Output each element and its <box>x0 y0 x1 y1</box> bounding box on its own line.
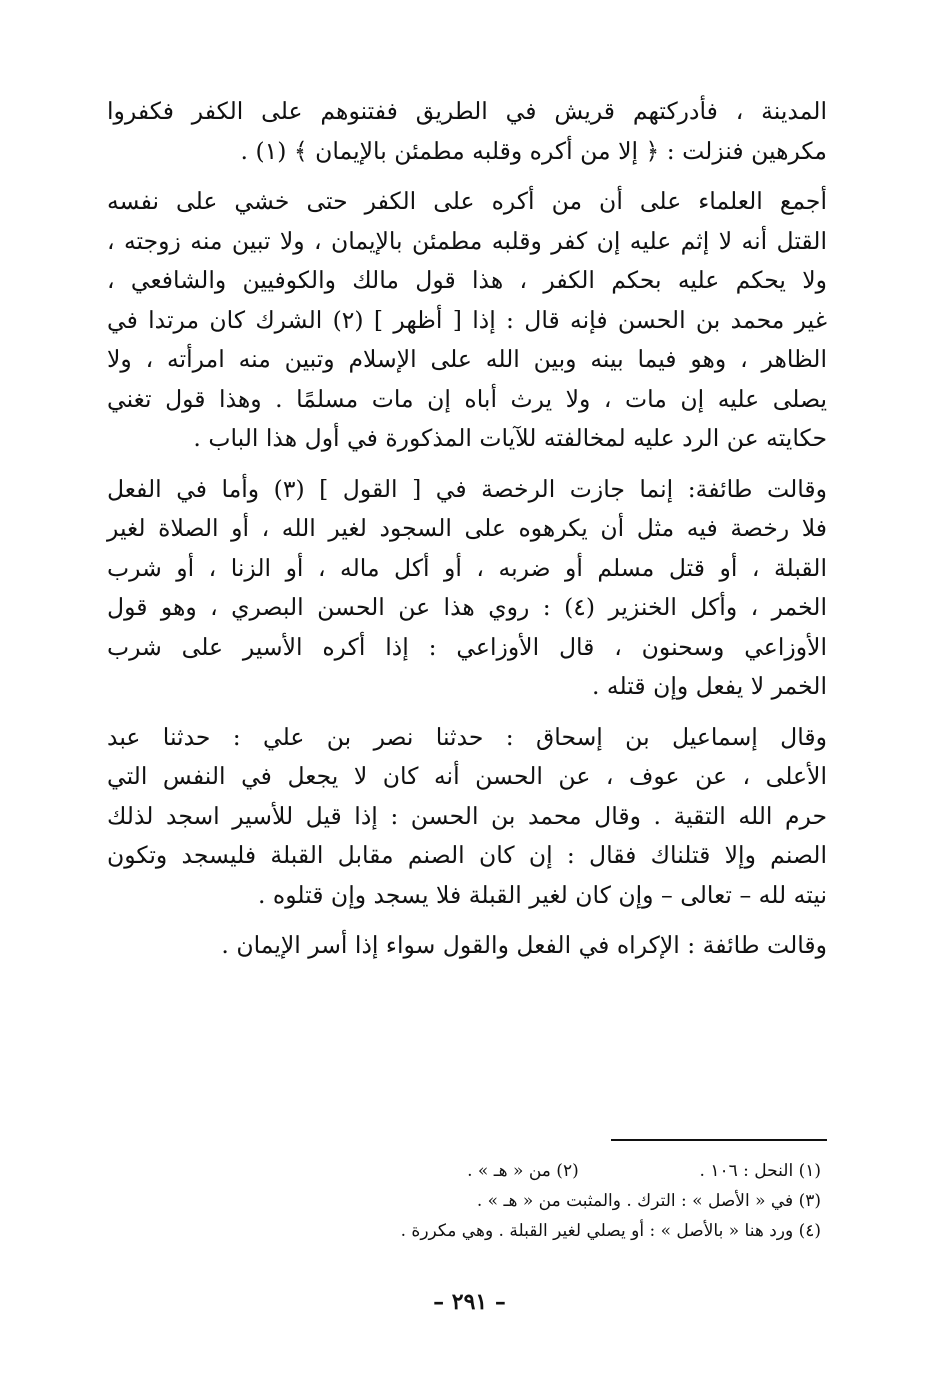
text-line: الصنم وإلا قتلناك فقال : إن كان الصنم مقابل القبلة فليسجد وتكون <box>107 841 827 869</box>
page-number: – ٢٩١ – <box>433 1289 506 1315</box>
text-line: أجمع العلماء على أن من أكره على الكفر حتى خشي على نفسه <box>107 187 827 215</box>
footnote-2: (٢) من « هـ » . <box>467 1161 579 1181</box>
footnote-1: (١) النحل : ١٠٦ . <box>699 1161 821 1181</box>
text-line: الأعلى ، عن عوف ، عن الحسن أنه كان لا يجعل في النفس التي <box>107 762 827 790</box>
text-line: ولا يحكم عليه بحكم الكفر ، هذا قول مالك والكوفيين والشافعي ، <box>107 266 827 294</box>
text-line: وقالت طائفة: إنما جازت الرخصة في [ القول ] (٣) وأما في الفعل <box>107 474 827 503</box>
text-line: مكرهين فنزلت : ﴿ إلا من أكره وقلبه مطمئن بالإيمان ﴾ (١) . <box>240 136 827 165</box>
text-line: غير محمد بن الحسن فإنه قال : إذا [ أظهر ] (٢) الشرك كان مرتدا في <box>107 305 827 334</box>
text-line: فلا رخصة فيه مثل أن يكرهوه على السجود لغير الله ، أو الصلاة لغير <box>107 514 827 542</box>
text-line: الخمر ، وأكل الخنزير (٤) : روي هذا عن الحسن البصري ، وهو قول <box>107 593 827 621</box>
footnote-4: (٤) ورد هنا « بالأصل » : أو يصلي لغير القبلة . وهي مكررة . <box>400 1221 821 1241</box>
text-line: وقالت طائفة : الإكراه في الفعل والقول سواء إذا أسر الإيمان . <box>221 931 827 959</box>
paragraph-1 <box>107 92 827 171</box>
paragraph-4 <box>107 718 827 916</box>
paragraph-5 <box>107 926 827 966</box>
main-text <box>107 92 827 977</box>
text-line: الخمر لا يفعل وإن قتله . <box>591 672 827 700</box>
paragraph-2 <box>107 182 827 459</box>
footnote-3: (٣) في « الأصل » : الترك . والمثبت من « هـ » . <box>476 1191 821 1211</box>
text-line: المدينة ، فأدركتهم قريش في الطريق ففتنوهم على الكفر فكفروا <box>107 97 827 125</box>
text-line: نيته لله – تعالى – وإن كان لغير القبلة فلا يسجد وإن قتلوه . <box>257 880 827 909</box>
text-line: حرم الله التقية . وقال محمد بن الحسن : إذا قيل للأسير اسجد لذلك <box>107 801 827 830</box>
text-line: وقال إسماعيل بن إسحاق : حدثنا نصر بن علي : حدثنا عبد <box>107 722 827 751</box>
footnote-separator <box>611 1139 827 1141</box>
text-line: الظاهر ، وهو فيما بينه وبين الله على الإسلام وتبين منه امرأته ، ولا <box>107 345 827 373</box>
text-line: الأوزاعي وسحنون ، قال الأوزاعي : إذا أكره الأسير على شرب <box>107 632 827 661</box>
text-line: القتل أنه لا إثم عليه إن كفر وقلبه مطمئن بالإيمان ، ولا تبين منه زوجته ، <box>107 226 827 255</box>
footnote-row-1 <box>221 1156 821 1186</box>
footnotes <box>221 1156 821 1246</box>
text-line: حكايته عن الرد عليه لمخالفته للآيات المذكورة في أول هذا الباب . <box>193 424 827 452</box>
text-line: يصلى عليه إن مات ، ولا يرث أباه إن مات مسلمًا . وهذا قول تغني <box>107 384 827 413</box>
text-line: القبلة ، أو قتل مسلم أو ضربه ، أو أكل ماله ، أو الزنا ، أو شرب <box>107 553 827 582</box>
paragraph-3 <box>107 470 827 707</box>
